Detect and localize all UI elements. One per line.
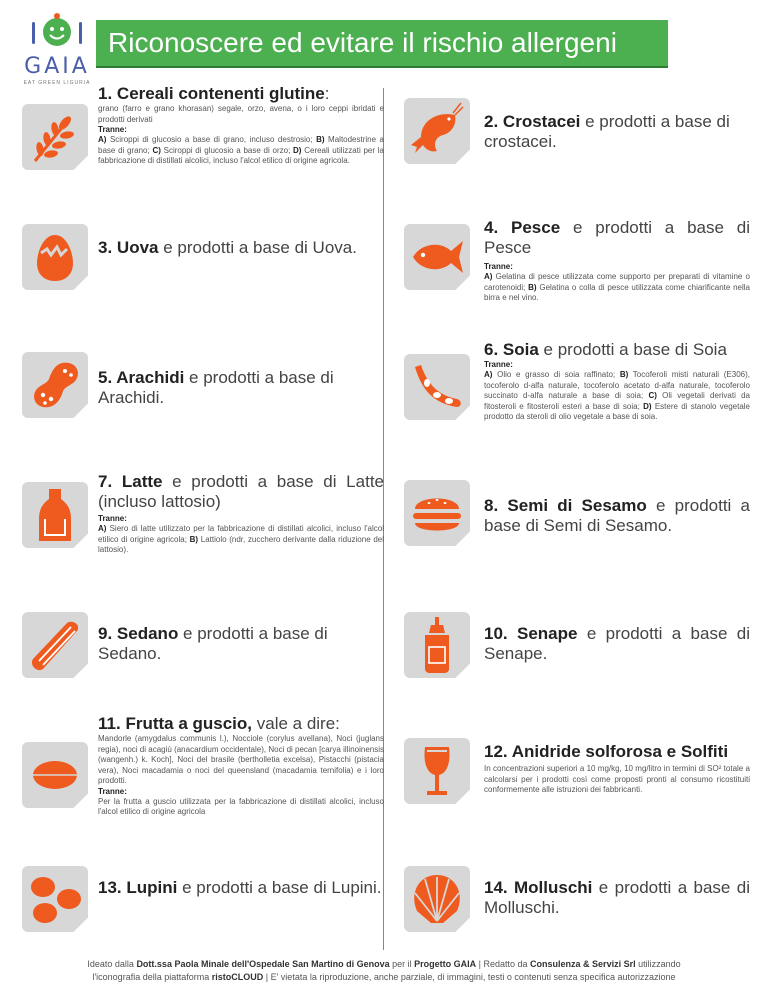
exceptions-text: Per la frutta a guscio utilizzata per la fabbricazione di distillati alcolici, incluso l'alcol etilico di origine agricola (98, 796, 384, 816)
allergen-title: 12. Anidride solforosa e Solfiti (484, 742, 729, 761)
logo-tagline: EAT GREEN LIGURIA (23, 80, 91, 86)
burger-bun-icon (404, 480, 470, 546)
allergen-description: Mandorle (amygdalus communis l.), Nocciole (corylus avellana), Noci (juglans regia), noci di acagiù (anacardium occidentale), Noci di pecan [carya illinoinensis (wangenh.) k. Koch], Noci del brasile (bertholletia excelsa), Pistacchi (pistacia vera), Noci macadamia o noci del queensland (macadamia ternifolia) e i loro prodotti. (98, 734, 384, 785)
allergen-title: 9. Sedano e prodotti a base di Sedano. (98, 624, 328, 663)
allergen-description: In concentrazioni superiori a 10 mg/kg, 10 mg/litro in termini di SO² totale a calcolarsi per i prodotti così come proposti pronti al consumo ricostituiti conformemente alle istruzioni dei fabbricanti. (484, 764, 750, 794)
logo-name: GAIA (24, 54, 90, 79)
footer-line-2: l'iconografia della piattaforma ristoCLOUD | E' vietata la riproduzione, anche parziale, di immagini, testi o contenuti senza specifica autorizzazione (92, 972, 676, 982)
milk-bottle-icon (22, 482, 88, 548)
page-title: Riconoscere ed evitare il rischio allergeni (96, 20, 668, 66)
egg-icon (22, 224, 88, 290)
allergen-title: 10. Senape e prodotti a base di Senape. (484, 624, 750, 663)
exceptions-text: A) Gelatina di pesce utilizzata come supporto per preparati di vitamine o carotenoidi; B) Gelatina o colla di pesce utilizzata come chiarificante nella birra e nel vino. (484, 272, 750, 302)
allergen-title: 6. Soia e prodotti a base di Soia (484, 340, 727, 359)
exceptions-heading: Tranne: (98, 125, 127, 134)
exceptions-heading: Tranne: (484, 360, 513, 369)
exceptions-text: A) Sciroppi di glucosio a base di grano, incluso destrosio; B) Maltodestrine a base di grano; C) Sciroppi di glucosio a base di orzo; D) Cereali utilizzati per la fabbricazione di distillati alcolici, incluso l'alcol etilico di origine agricola. (98, 135, 385, 165)
banner-underline (96, 66, 668, 68)
wheat-icon (22, 104, 88, 170)
exceptions-heading: Tranne: (98, 786, 127, 796)
soybean-icon (404, 354, 470, 420)
celery-icon (22, 612, 88, 678)
nut-icon (22, 742, 88, 808)
allergen-title: 3. Uova e prodotti a base di Uova. (98, 238, 357, 257)
exceptions-text: A) Olio e grasso di soia raffinato; B) Tocoferoli misti naturali (E306), tocoferolo d-alfa naturale, tocoferolo acetato d-alfa naturale, tocoferolo succinato d-alfa naturale a base di soia; C) Oli vegetali derivati da fitosteroli e fitosteroli esteri a base di soia; D) Estere di stanolo vegetale prodotto da steroli di olio vegetale a base di soia. (484, 370, 750, 421)
allergen-title: 1. Cereali contenenti glutine: (98, 84, 330, 103)
allergen-title: 2. Crostacei e prodotti a base di crostacei. (484, 112, 730, 151)
allergen-description: grano (farro e grano khorasan) segale, orzo, avena, o i loro ceppi ibridati e prodotti derivati (98, 104, 384, 124)
wine-glass-icon (404, 738, 470, 804)
allergen-title: 11. Frutta a guscio, vale a dire: (98, 714, 340, 733)
fish-icon (404, 224, 470, 290)
allergen-title: 14. Molluschi e prodotti a base di Molluschi. (484, 878, 750, 917)
allergen-title: 13. Lupini e prodotti a base di Lupini. (98, 878, 382, 897)
peanut-icon (22, 352, 88, 418)
exceptions-text: A) Siero di latte utilizzato per la fabbricazione di distillati alcolici, incluso l'alcol etilico di origine agricola; B) Lattiolo (ndr, zucchero derivante dalla riduzione del lattosio). (98, 524, 384, 554)
allergen-title: 5. Arachidi e prodotti a base di Arachidi. (98, 368, 334, 407)
shell-icon (404, 866, 470, 932)
exceptions-heading: Tranne: (98, 514, 127, 523)
exceptions-heading: Tranne: (484, 262, 513, 271)
gaia-logo (14, 10, 100, 86)
allergen-title: 8. Semi di Sesamo e prodotti a base di Semi di Sesamo. (484, 496, 750, 535)
lupin-beans-icon (22, 866, 88, 932)
allergen-title: 4. Pesce e prodotti a base di Pesce (484, 218, 750, 257)
logo-mark-icon (14, 10, 100, 56)
allergen-title: 7. Latte e prodotti a base di Latte (incluso lattosio) (98, 472, 384, 511)
mustard-bottle-icon (404, 612, 470, 678)
shrimp-icon (404, 98, 470, 164)
footer-line-1: Ideato dalla Dott.ssa Paola Minale dell'Ospedale San Martino di Genova per il Progetto GAIA | Redatto da Consulenza & Servizi Srl utilizzando (87, 959, 681, 969)
footer-credits (40, 958, 728, 984)
